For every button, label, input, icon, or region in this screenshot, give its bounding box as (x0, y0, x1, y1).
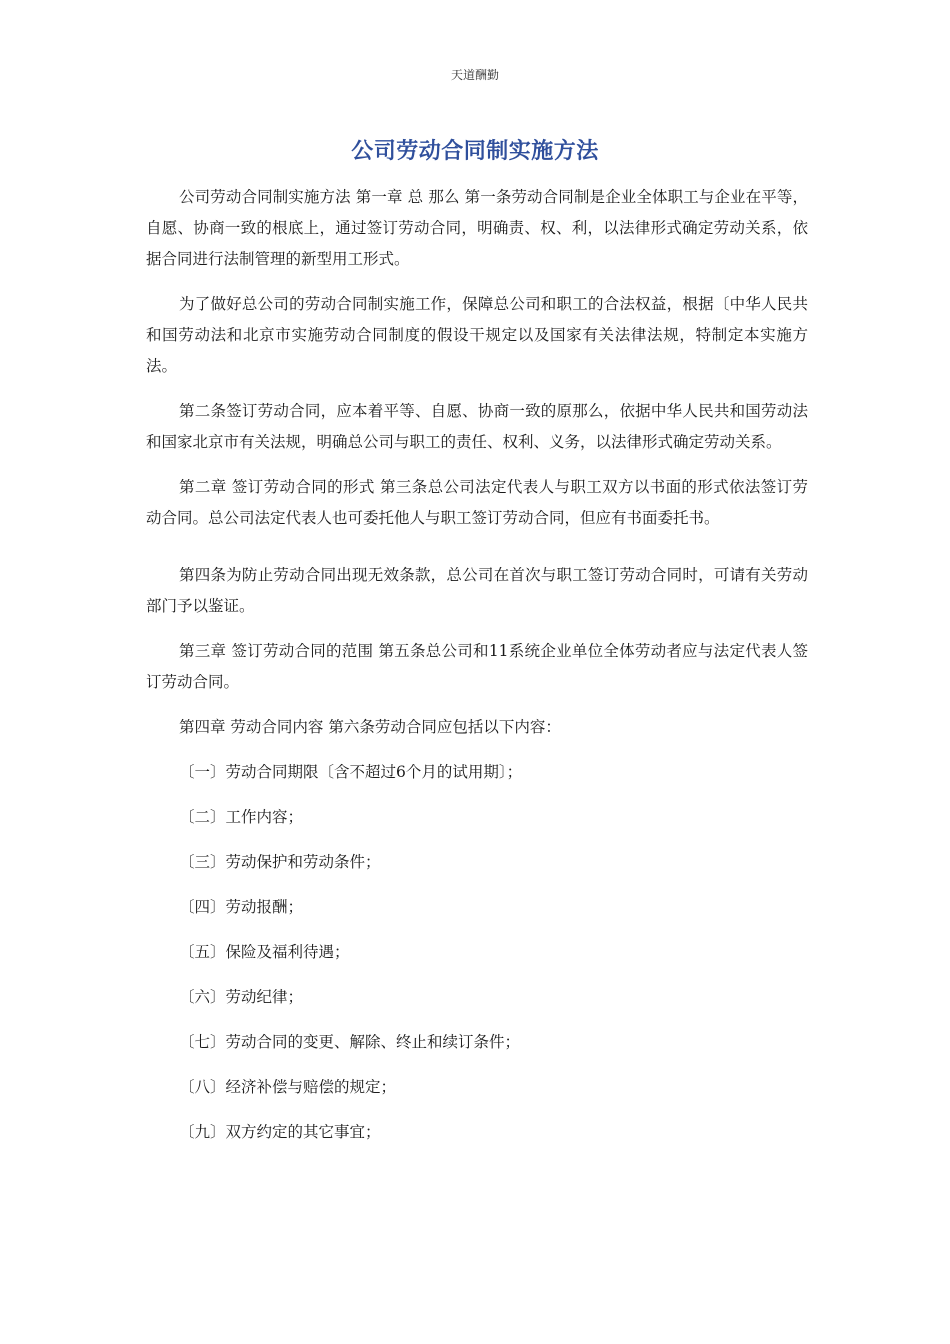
list-item: 〔七〕劳动合同的变更、解除、终止和续订条件； (179, 1033, 521, 1051)
list-item: 〔一〕劳动合同期限〔含不超过6个月的试用期〕； (179, 763, 523, 781)
list-item: 〔二〕工作内容； (179, 808, 304, 826)
paragraph-purpose: 为了做好总公司的劳动合同制实施工作，保障总公司和职工的合法权益，根据〔中华人民共和国劳动法和北京市实施劳动合同制度的假设干规定以及国家有关法律法规，特制定本实施方法。 (146, 295, 808, 375)
paragraph-chapter-2: 第二章 签订劳动合同的形式 第三条总公司法定代表人与职工双方以书面的形式依法签订劳动合同。总公司法定代表人也可委托他人与职工签订劳动合同，但应有书面委托书。 (146, 478, 808, 527)
list-item: 〔六〕劳动纪律； (179, 988, 304, 1006)
paragraph-chapter-3: 第三章 签订劳动合同的范围 第五条总公司和11系统企业单位全体劳动者应与法定代表人签订劳动合同。 (146, 642, 808, 691)
list-item: 〔三〕劳动保护和劳动条件； (179, 853, 381, 871)
document-title: 公司劳动合同制实施方法 (351, 139, 599, 164)
document-body (146, 182, 808, 1162)
list-item: 〔八〕经济补偿与赔偿的规定； (179, 1078, 397, 1096)
list-item: 〔九〕双方约定的其它事宜； (179, 1123, 381, 1141)
list-item: 〔四〕劳动报酬； (179, 898, 304, 916)
paragraph-article-4: 第四条为防止劳动合同出现无效条款，总公司在首次与职工签订劳动合同时，可请有关劳动部门予以鉴证。 (146, 566, 808, 615)
list-item: 〔五〕保险及福利待遇； (179, 943, 350, 961)
page-header: 天道酬勤 (450, 68, 499, 82)
paragraph-article-2: 第二条签订劳动合同，应本着平等、自愿、协商一致的原那么，依据中华人民共和国劳动法和国家北京市有关法规，明确总公司与职工的责任、权利、义务，以法律形式确定劳动关系。 (146, 402, 808, 451)
contract-content-list (146, 757, 808, 1148)
paragraph-chapter-1: 公司劳动合同制实施方法 第一章 总 那么 第一条劳动合同制是企业全体职工与企业在平等，自愿、协商一致的根底上，通过签订劳动合同，明确责、权、利，以法律形式确定劳动关系，依据合同进行法制管理的新型用工形式。 (146, 188, 808, 268)
paragraph-chapter-4: 第四章 劳动合同内容 第六条劳动合同应包括以下内容： (179, 718, 561, 736)
